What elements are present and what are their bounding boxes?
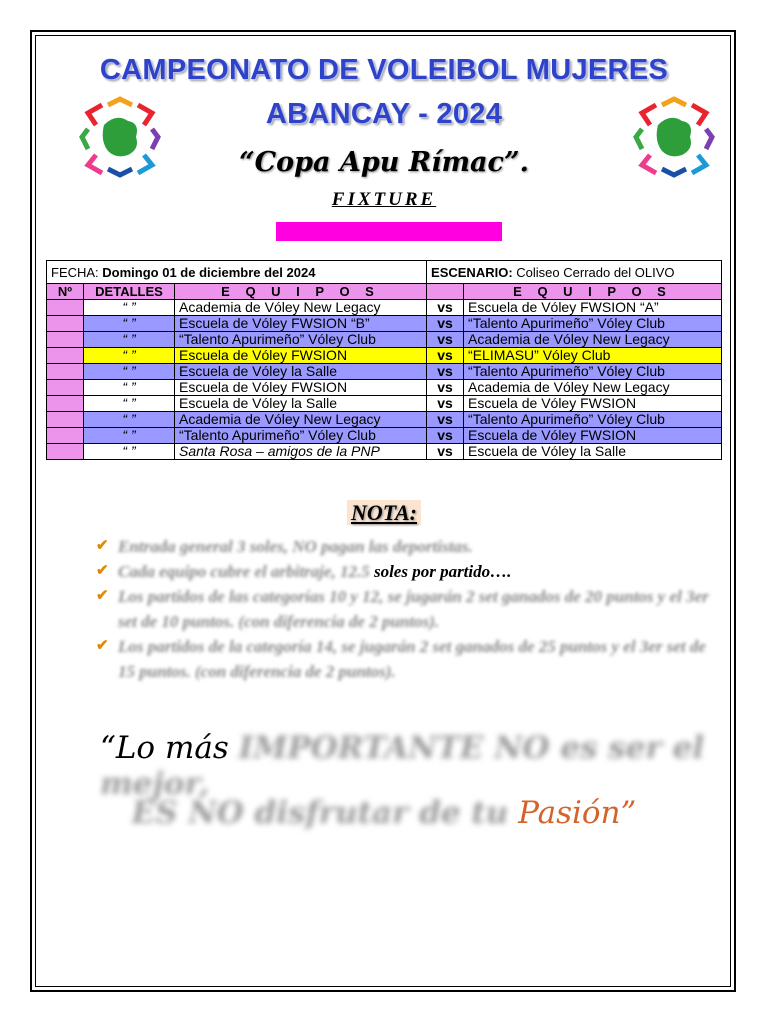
team-b: Escuela de Vóley FWSION (464, 428, 722, 444)
row-detalle: “ ” (84, 348, 175, 364)
note-item (96, 634, 716, 684)
team-b: Escuela de Vóley FWSION “A” (464, 300, 722, 316)
escenario-cell (427, 261, 722, 284)
fixture-heading: FIXTURE (331, 189, 437, 210)
table-row (47, 316, 722, 332)
fixture-table (46, 260, 722, 460)
note-text: Los partidos de las categorías 10 y 12, se jugarán 2 set ganados de 20 puntos y el 3er set de 10 puntos. (con diferencia de 2 puntos). (118, 587, 709, 631)
table-header-row (47, 284, 722, 300)
table-row (47, 348, 722, 364)
table-row (47, 428, 722, 444)
row-detalle: “ ” (84, 300, 175, 316)
table-info-row (47, 261, 722, 284)
team-a: Santa Rosa – amigos de la PNP (175, 444, 427, 460)
col-equipos-a-header: E Q U I P O S (175, 284, 427, 300)
team-b: Academia de Vóley New Legacy (464, 332, 722, 348)
vs-label: vs (427, 444, 464, 460)
escenario-label: ESCENARIO: (431, 264, 513, 280)
checkmark-icon: ✔ (96, 563, 109, 579)
row-detalle: “ ” (84, 396, 175, 412)
table-row (47, 444, 722, 460)
team-a: “Talento Apurimeño” Vóley Club (175, 428, 427, 444)
note-text: Entrada general 3 soles, NO pagan las deportistas. (118, 537, 473, 556)
team-a: Academia de Vóley New Legacy (175, 412, 427, 428)
row-number (47, 380, 84, 396)
highlight-bar (276, 222, 502, 241)
row-detalle: “ ” (84, 380, 175, 396)
quote-start: “Lo más (100, 730, 229, 766)
vs-label: vs (427, 412, 464, 428)
title-line-2: ABANCAY - 2024 (265, 98, 503, 130)
team-a: Escuela de Vóley la Salle (175, 364, 427, 380)
vs-label: vs (427, 316, 464, 332)
table-row (47, 412, 722, 428)
col-detalles-header: DETALLES (84, 284, 175, 300)
vs-label: vs (427, 428, 464, 444)
note-item (96, 534, 716, 559)
vs-label: vs (427, 364, 464, 380)
nota-heading-text: NOTA: (347, 500, 421, 525)
row-detalle: “ ” (84, 364, 175, 380)
fecha-label: FECHA: (51, 264, 99, 280)
checkmark-icon: ✔ (96, 588, 109, 604)
quote-line-1 (100, 730, 720, 802)
team-a: “Talento Apurimeño” Vóley Club (175, 332, 427, 348)
escenario-value: Coliseo Cerrado del OLIVO (516, 264, 675, 280)
note-item (96, 584, 716, 634)
team-b: Escuela de Vóley FWSION (464, 396, 722, 412)
row-number (47, 300, 84, 316)
row-number (47, 444, 84, 460)
note-item (96, 559, 716, 584)
note-text-clear: soles por partido…. (373, 562, 512, 581)
fecha-value: Domingo 01 de diciembre del 2024 (102, 264, 316, 280)
quote-blurred: ES NO disfrutar de tu (131, 795, 509, 831)
col-vs-header (427, 284, 464, 300)
team-b: Academia de Vóley New Legacy (464, 380, 722, 396)
table-row (47, 364, 722, 380)
row-detalle: “ ” (84, 332, 175, 348)
row-number (47, 428, 84, 444)
row-detalle: “ ” (84, 316, 175, 332)
quote-line-2 (0, 795, 768, 831)
cup-name: “Copa Apu Rímac”. (239, 147, 529, 178)
quote-blurred: IMPORTANTE NO es ser el mejor, (100, 730, 705, 802)
col-num-header: Nº (47, 284, 84, 300)
team-b: “ELIMASU” Vóley Club (464, 348, 722, 364)
checkmark-icon: ✔ (96, 638, 109, 654)
table-row (47, 332, 722, 348)
table-row (47, 380, 722, 396)
vs-label: vs (427, 348, 464, 364)
fecha-cell (47, 261, 427, 284)
note-text: Cada equipo cubre el arbitraje, 12.5 (118, 562, 370, 581)
team-a: Escuela de Vóley FWSION (175, 348, 427, 364)
team-a: Escuela de Vóley FWSION (175, 380, 427, 396)
row-number (47, 348, 84, 364)
table-row (47, 396, 722, 412)
row-number (47, 396, 84, 412)
table-row (47, 300, 722, 316)
team-a: Escuela de Vóley FWSION “B” (175, 316, 427, 332)
title-line-1: CAMPEONATO DE VOLEIBOL MUJERES (99, 54, 669, 86)
team-a: Academia de Vóley New Legacy (175, 300, 427, 316)
row-detalle: “ ” (84, 428, 175, 444)
vs-label: vs (427, 396, 464, 412)
vs-label: vs (427, 300, 464, 316)
row-detalle: “ ” (84, 412, 175, 428)
checkmark-icon: ✔ (96, 538, 109, 554)
row-detalle: “ ” (84, 444, 175, 460)
team-a: Escuela de Vóley la Salle (175, 396, 427, 412)
row-number (47, 332, 84, 348)
row-number (47, 364, 84, 380)
vs-label: vs (427, 332, 464, 348)
row-number (47, 316, 84, 332)
note-text: Los partidos de la categoría 14, se jugarán 2 set ganados de 25 puntos y el 3er set de 15 puntos. (con diferencia de 2 puntos). (118, 637, 706, 681)
vs-label: vs (427, 380, 464, 396)
team-b: “Talento Apurimeño” Vóley Club (464, 364, 722, 380)
team-b: Escuela de Vóley la Salle (464, 444, 722, 460)
notes-list (96, 534, 716, 684)
team-b: “Talento Apurimeño” Vóley Club (464, 316, 722, 332)
nota-heading (0, 500, 768, 526)
team-b: “Talento Apurimeño” Vóley Club (464, 412, 722, 428)
row-number (47, 412, 84, 428)
col-equipos-b-header: E Q U I P O S (464, 284, 722, 300)
quote-end: Pasión” (518, 795, 637, 831)
